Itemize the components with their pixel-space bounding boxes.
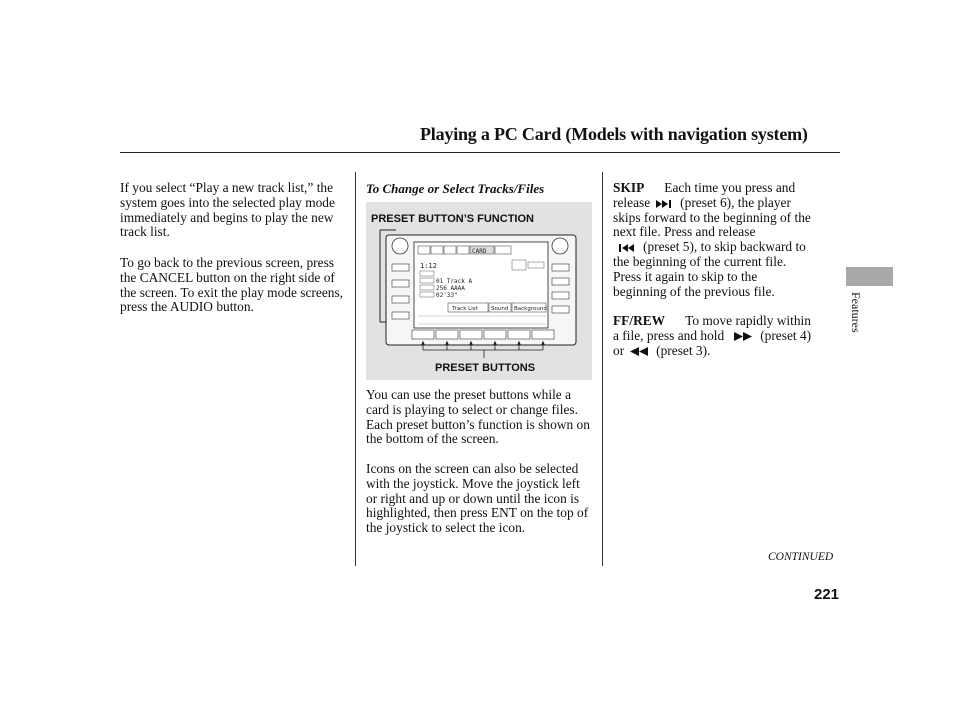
svg-text:1:12: 1:12 [420, 262, 437, 270]
svg-text:02'33": 02'33" [436, 292, 458, 299]
svg-text:CARD: CARD [472, 248, 487, 255]
preset-function-label: PRESET BUTTON’S FUNCTION [371, 213, 534, 225]
skip-line-8: beginning of the previous file. [613, 283, 775, 299]
skip-back-icon [619, 244, 637, 252]
continued-label: CONTINUED [768, 551, 834, 563]
svg-text:Sound: Sound [491, 306, 509, 312]
section-tab [846, 267, 893, 286]
ff-rew-heading: FF/REW [613, 313, 666, 328]
skip-line-7: Press it again to skip to the [613, 268, 758, 284]
mid-paragraph-2: Icons on the screen can also be selected with the joystick. Move the joystick left or right and up or down until the icon is highlighted, then press ENT on the top of the joystick to select the icon. [366, 461, 589, 536]
side-label: Features [849, 292, 863, 333]
audio-unit-diagram [366, 202, 592, 380]
left-paragraph-2: To go back to the previous screen, press the CANCEL button on the right side of the screen. To exit the play mode screens, press the AUDIO button. [120, 255, 344, 315]
ff-rew-section [613, 314, 843, 358]
rewind-icon [630, 347, 650, 356]
ff-line-1: To move rapidly within [685, 313, 811, 328]
skip-line-2b: (preset 6), the player [680, 194, 791, 210]
skip-forward-icon [656, 200, 674, 208]
title-rule [120, 152, 840, 153]
svg-text:01 Track A: 01 Track A [436, 278, 473, 285]
page-title: Playing a PC Card (Models with navigation system) [420, 124, 808, 144]
svg-text:Background: Background [514, 306, 547, 312]
skip-heading: SKIP [613, 180, 645, 195]
svg-text:Track List: Track List [452, 306, 478, 312]
preset-buttons-label: PRESET BUTTONS [435, 362, 536, 374]
skip-line-3: skips forward to the beginning of the [613, 209, 811, 225]
ff-line-2a: a file, press and hold [613, 327, 725, 343]
page-number: 221 [814, 586, 840, 603]
preset-figure [366, 202, 592, 380]
skip-section [613, 181, 843, 299]
column-divider-right [602, 172, 603, 566]
skip-line-6: the beginning of the current file. [613, 253, 787, 269]
mid-paragraph-1: You can use the preset buttons while a card is playing to select or change files. Each preset button’s function is shown on the bottom of the screen. [366, 387, 590, 447]
ff-line-3a: or [613, 342, 625, 358]
svg-text:256 AAAA: 256 AAAA [436, 285, 465, 292]
fast-forward-icon [734, 332, 754, 341]
ff-line-3b: (preset 3). [656, 342, 711, 358]
skip-line-5: (preset 5), to skip backward to [643, 239, 806, 255]
skip-line-4: next file. Press and release [613, 224, 756, 240]
section-heading: To Change or Select Tracks/Files [366, 181, 545, 196]
ff-line-2b: (preset 4) [760, 327, 812, 343]
left-paragraph-1: If you select “Play a new track list,” the system goes into the selected play mode immediately and begins to play the new track list. [120, 180, 335, 240]
skip-line-1: Each time you press and [664, 180, 796, 195]
column-divider-left [355, 172, 356, 566]
skip-line-2a: release [613, 194, 651, 210]
